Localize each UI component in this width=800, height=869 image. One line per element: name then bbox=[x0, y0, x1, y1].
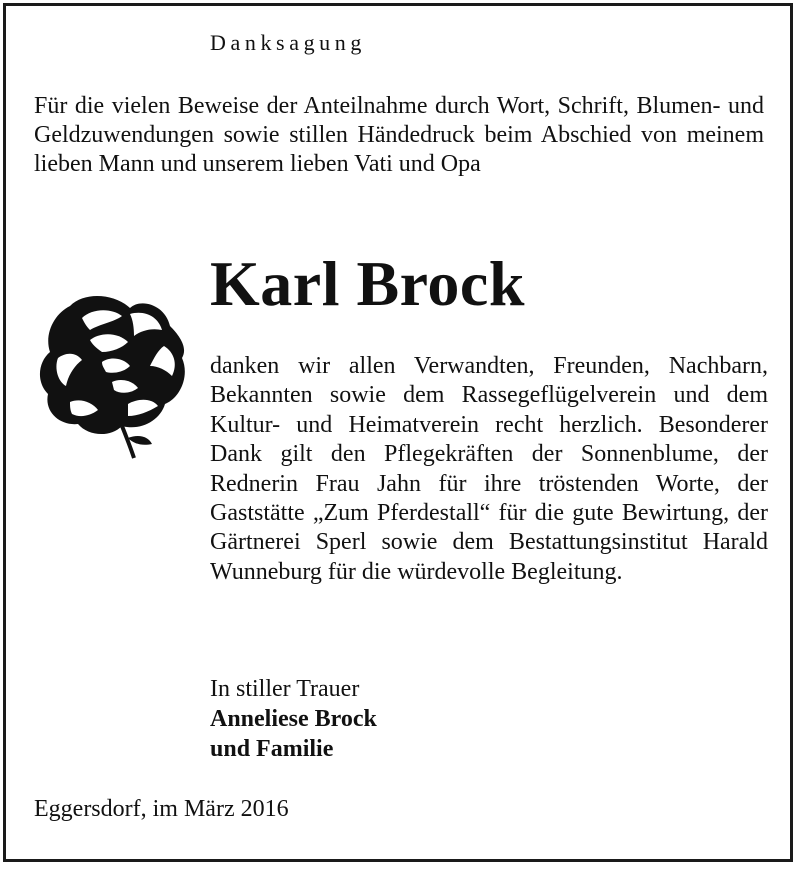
notice-heading: Danksagung bbox=[210, 30, 366, 55]
intro-paragraph: Für die vielen Beweise der Anteilnahme durch Wort, Schrift, Blumen- und Geldzuwendungen sowie stillen Händedruck beim Abschied von meinem lieben Mann und unserem lieben Vati und Opa bbox=[34, 93, 764, 177]
deceased-name: Karl Brock bbox=[210, 248, 525, 319]
thanks-paragraph: danken wir allen Verwandten, Freunden, Nachbarn, Bekannten sowie dem Rassegeflügelverein und dem Kultur- und Heimatverein recht herzlich. Besonderer Dank gilt den Pflegekräften der Sonnenblume, der Rednerin Frau Jahn für ihre tröstenden Worte, der Gaststätte „Zum Pferdestall“ für die gute Bewirtung, der Gärtnerei Sperl sowie dem Bestattungsinstitut Harald Wunneburg für die würdevolle Begleitung. bbox=[210, 353, 768, 585]
place-date: Eggersdorf, im März 2016 bbox=[34, 796, 289, 822]
signatory-name: Anneliese Brock bbox=[210, 706, 377, 732]
closing-block bbox=[210, 674, 377, 764]
rose-icon bbox=[30, 286, 190, 460]
closing-line: In stiller Trauer bbox=[210, 676, 360, 702]
signatory-family: und Familie bbox=[210, 736, 334, 762]
